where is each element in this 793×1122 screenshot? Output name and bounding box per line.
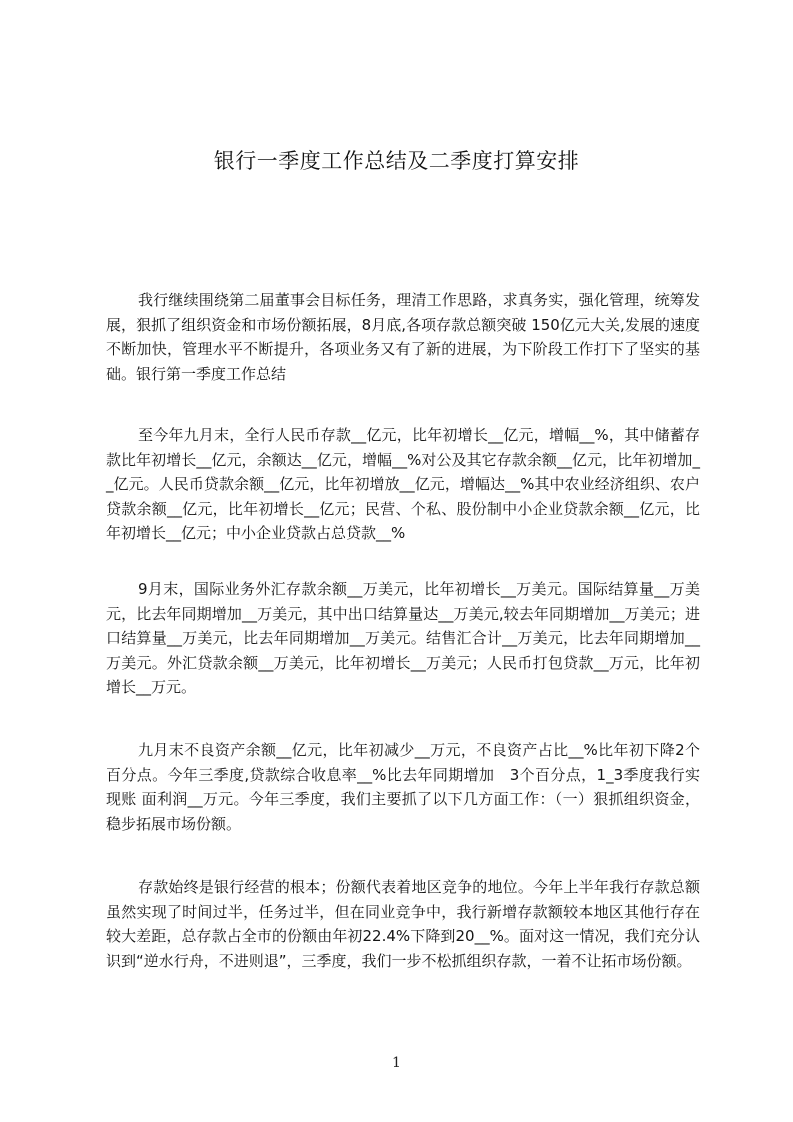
paragraph-deposit-market-share: 存款始终是银行经营的根本；份额代表着地区竞争的地位。今年上半年我行存款总额虽然实现了时间过半，任务过半，但在同业竞争中，我行新增存款额较本地区其他行存在较大差距，总存款占全市的份额由年初22.4%下降到20__%。面对这一情况，我们充分认识到“逆水行舟，不进则退”，三季度，我们一步不松抓组织存款，一着不让拓市场份额。 [106, 878, 700, 970]
page-number: 1 [392, 1055, 401, 1071]
paragraph-rmb-deposits-loans: 至今年九月末，全行人民币存款__亿元，比年初增长__亿元，增幅__%，其中储蓄存款比年初增长__亿元，余额达__亿元，增幅__%对公及其它存款余额__亿元，比年初增加__亿元。人民币贷款余额__亿元，比年初增放__亿元，增幅达__%其中农业经济组织、农户贷款余额__亿元，比年初增长__亿元；民营、个私、股份制中小企业贷款余额__亿元，比年初增长__亿元；中小企业贷款占总贷款__% [106, 426, 700, 543]
paragraph-intro: 我行继续围绕第二届董事会目标任务，理清工作思路，求真务实，强化管理，统筹发展，狠抓了组织资金和市场份额拓展，8月底,各项存款总额突破 150亿元大关,发展的速度不断加快，管理水平不断提升，各项业务又有了新的进展，为下阶段工作打下了坚实的基础。银行第一季度工作总结 [106, 291, 700, 383]
document-title: 银行一季度工作总结及二季度打算安排 [213, 149, 580, 173]
paragraph-international-business: 9月末，国际业务外汇存款余额__万美元，比年初增长__万美元。国际结算量__万美元，比去年同期增加__万美元，其中出口结算量达__万美元,较去年同期增加__万美元；进口结算量__万美元，比去年同期增加__万美元。结售汇合计__万美元，比去年同期增加__万美元。外汇贷款余额__万美元，比年初增长__万美元；人民币打包贷款__万元，比年初增长__万元。 [106, 580, 700, 697]
paragraph-nonperforming-assets: 九月末不良资产余额__亿元，比年初减少__万元，不良资产占比__%比年初下降2个百分点。今年三季度,贷款综合收息率__%比去年同期增加 3个百分点，1_3季度我行实现账 面利润__万元。今年三季度，我们主要抓了以下几方面工作：（一）狠抓组织资金，稳步拓展市场份额。 [106, 741, 700, 833]
